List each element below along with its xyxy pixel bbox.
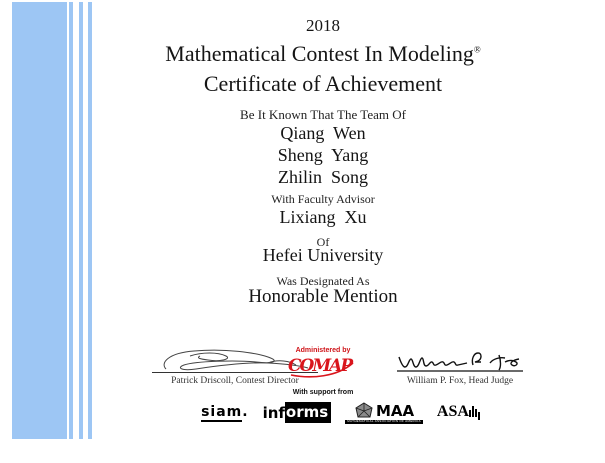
team-intro-label: Be It Known That The Team Of	[240, 107, 406, 122]
designation-intro-label: Was Designated As	[276, 274, 370, 288]
team-member-1: Qiang Wen	[280, 123, 366, 143]
siam-logo	[201, 404, 249, 420]
left-stripe-thin-2	[79, 2, 83, 439]
comap-block	[283, 347, 363, 396]
support-from-label: With support from	[292, 389, 354, 396]
asa-logo-text: ASA	[436, 403, 469, 420]
of-label: Of	[316, 235, 330, 249]
head-judge-name: William P. Fox, Head Judge	[406, 376, 514, 386]
advisor-name: Lixiang Xu	[279, 207, 367, 227]
siam-logo-text: siam	[201, 404, 243, 420]
maa-logo	[345, 402, 423, 424]
signature-cursive-icon	[395, 349, 525, 373]
left-stripe-thin-1	[69, 2, 73, 439]
informs-logo-suffix: orms	[285, 402, 331, 423]
sponsor-logo-row	[110, 401, 572, 424]
contest-title-text: Mathematical Contest In Modeling	[165, 41, 474, 66]
administered-by-label: Administered by	[295, 347, 351, 354]
institution-name: Hefei University	[262, 245, 384, 265]
maa-logo-subtext: MATHEMATICAL ASSOCIATION OF AMERICA	[347, 419, 421, 423]
maa-polyhedron-icon	[354, 402, 374, 420]
maa-logo-text: MAA	[375, 402, 415, 420]
registered-trademark: ®	[473, 44, 481, 55]
contest-title	[92, 43, 554, 65]
advisor-intro-label: With Faculty Advisor	[271, 192, 375, 206]
asa-histogram-icon	[469, 403, 481, 420]
team-member-3: Zhilin Song	[277, 167, 368, 187]
siam-logo-period: .	[242, 404, 249, 420]
contest-director-name: Patrick Driscoll, Contest Director	[171, 376, 299, 386]
left-stripe-band	[12, 2, 67, 439]
certificate-title: Certificate of Achievement	[203, 71, 443, 96]
comap-logo-text: COMAP	[288, 356, 352, 376]
comap-logo	[287, 354, 359, 380]
asa-logo	[437, 403, 481, 421]
signature-block-head-judge	[391, 349, 529, 386]
contest-year: 2018	[306, 16, 340, 35]
informs-logo	[263, 402, 332, 423]
team-member-2: Sheng Yang	[277, 145, 369, 165]
designation-text: Honorable Mention	[248, 286, 398, 307]
informs-logo-prefix: inf	[262, 403, 285, 422]
